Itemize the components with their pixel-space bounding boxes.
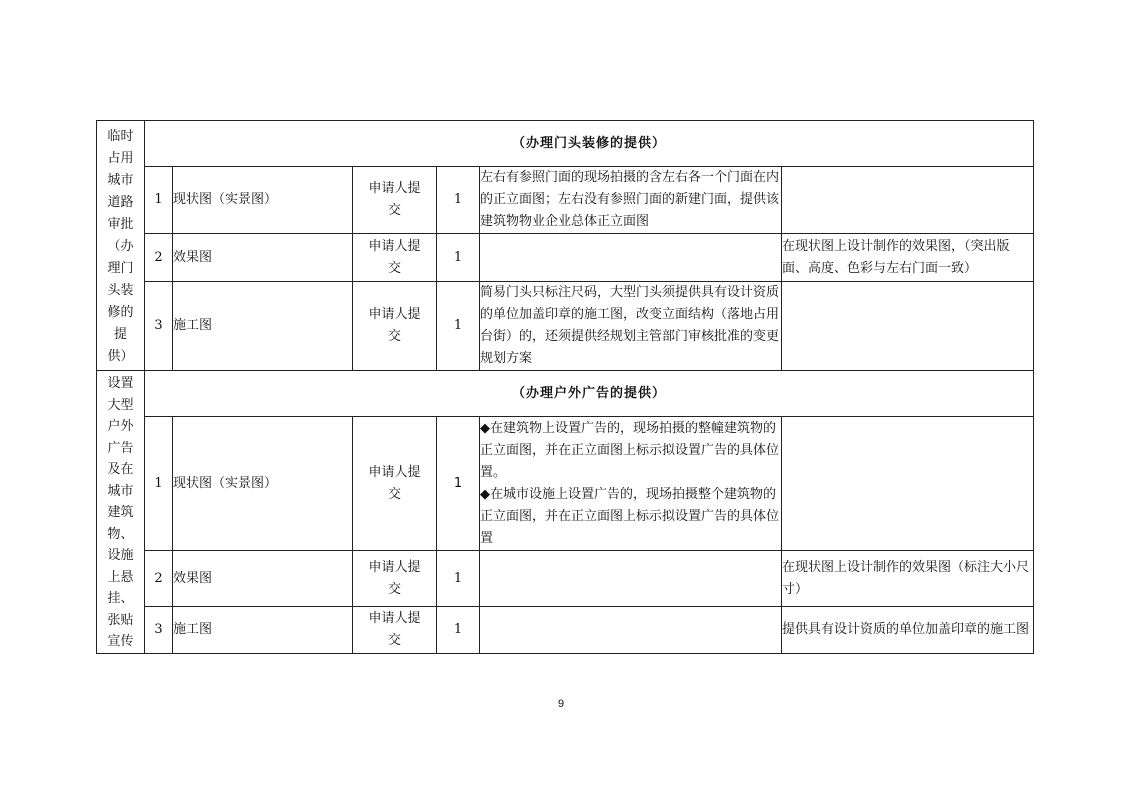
materials-table [96,120,1034,654]
section-heading: （办理户外广告的提供） [145,371,1034,417]
quantity: 1 [437,167,480,234]
provider [353,607,437,653]
requirement-line: ◆在城市设施上设置广告的，现场拍摄整个建筑物的正立面图，并在正立面图上标示拟设置广告的具体位置 [480,486,780,546]
category-text: 临时占用城市道路审批（办理门头装修的提供） [107,129,134,364]
note: 提供具有设计资质的单位加盖印章的施工图 [782,607,1034,653]
section-heading: （办理门头装修的提供） [145,121,1034,167]
row-number: 2 [145,550,173,606]
note [782,282,1034,371]
material-name: 施工图 [173,607,353,653]
category-cell [97,121,145,371]
material-name: 效果图 [173,234,353,282]
requirement [480,417,782,551]
category-text: 设置大型户外广告及在城市建筑物、设施上悬挂、张贴宣传 [107,376,134,649]
quantity: 1 [437,282,480,371]
row-number: 3 [145,607,173,653]
category-cell [97,371,145,654]
row-number: 3 [145,282,173,371]
row-number: 1 [145,417,173,551]
provider-text: 申请人提交 [368,238,421,276]
requirement: 左右有参照门面的现场拍摄的含左右各一个门面在内的正立面图；左右没有参照门面的新建门面，提供该建筑物物业企业总体正立面图 [480,167,782,234]
requirement-line: ◆在建筑物上设置广告的，现场拍摄的整幢建筑物的正立面图，并在正立面图上标示拟设置广告的具体位置。 [480,420,780,480]
section-heading-row [97,371,1034,417]
table-row [97,550,1034,606]
provider [353,282,437,371]
provider [353,167,437,234]
table-row [97,607,1034,653]
page-number: 9 [557,698,565,710]
table-row [97,167,1034,234]
table-row [97,417,1034,551]
provider [353,417,437,551]
quantity: 1 [437,607,480,653]
provider-text: 申请人提交 [368,559,421,597]
provider [353,234,437,282]
note: 在现状图上设计制作的效果图，（突出版面、高度、色彩与左右门面一致） [782,234,1034,282]
material-name: 效果图 [173,550,353,606]
provider-text: 申请人提交 [368,464,421,502]
requirement [480,607,782,653]
note: 在现状图上设计制作的效果图（标注大小尺寸） [782,550,1034,606]
row-number: 2 [145,234,173,282]
section-heading-row [97,121,1034,167]
row-number: 1 [145,167,173,234]
note [782,167,1034,234]
material-name: 现状图（实景图） [173,167,353,234]
quantity: 1 [437,417,480,551]
table-row [97,234,1034,282]
material-name: 现状图（实景图） [173,417,353,551]
material-name: 施工图 [173,282,353,371]
provider-text: 申请人提交 [368,307,421,344]
requirement [480,550,782,606]
table-row [97,282,1034,371]
provider [353,550,437,606]
quantity: 1 [437,234,480,282]
requirement: 简易门头只标注尺码，大型门头须提供具有设计资质的单位加盖印章的施工图，改变立面结构（落地占用台街）的，还须提供经规划主管部门审核批准的变更规划方案 [480,282,782,371]
quantity: 1 [437,550,480,606]
note [782,417,1034,551]
requirement [480,234,782,282]
provider-text: 申请人提交 [368,610,421,648]
provider-text: 申请人提交 [368,181,421,218]
